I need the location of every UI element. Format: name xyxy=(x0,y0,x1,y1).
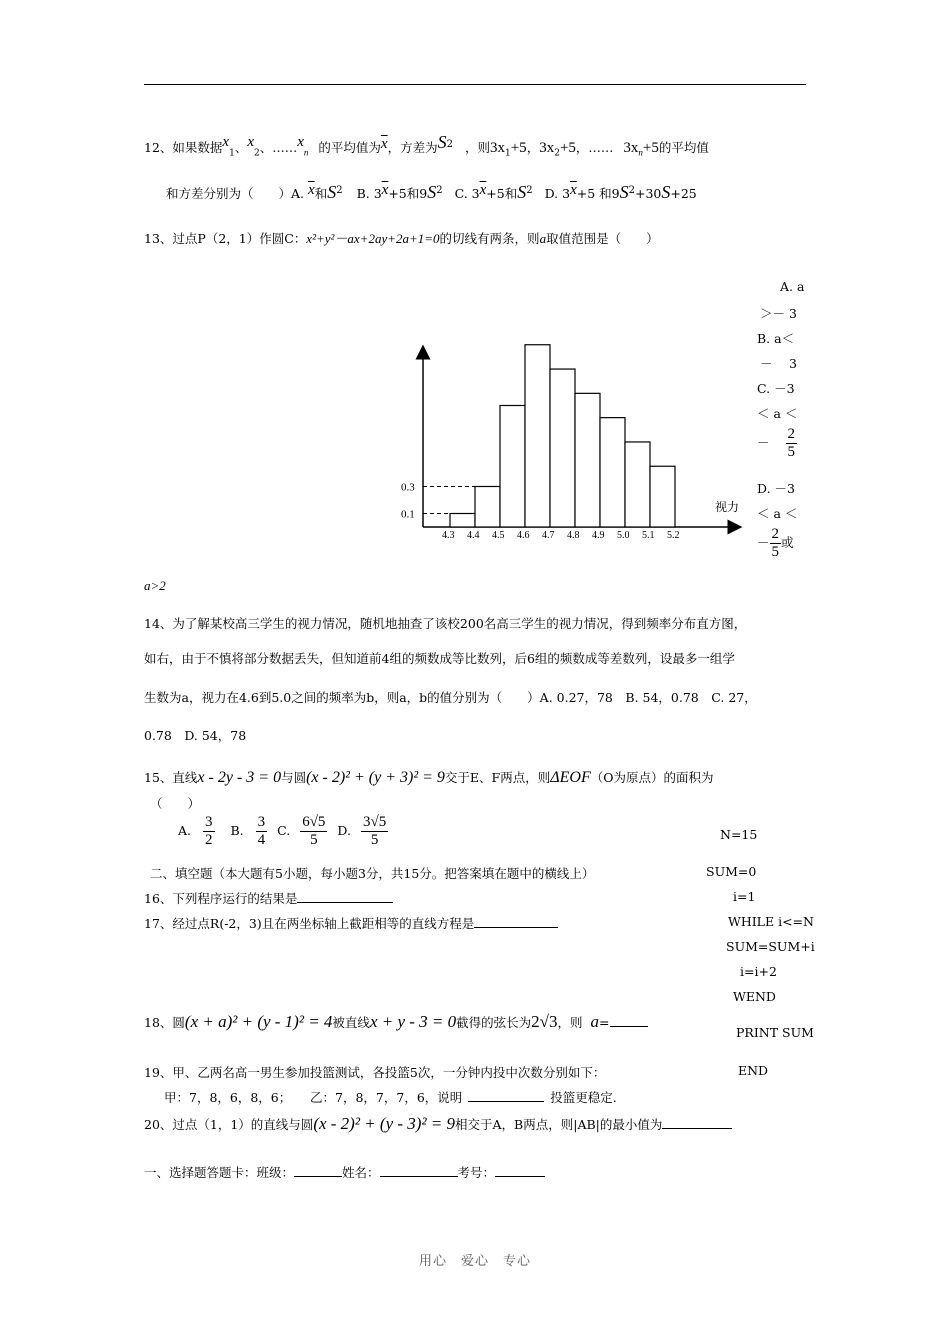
q12-opt-B-tail: +5和9 xyxy=(388,186,428,201)
q12-xbar: $\overline{x}$ xyxy=(380,136,388,152)
program-line-0: N=15 xyxy=(720,827,758,842)
x-tick-4.6: 4.6 xyxy=(517,530,530,541)
x-tick-4.7: 4.7 xyxy=(542,530,555,541)
bar-4.7 xyxy=(550,369,575,527)
footer: 用心 爱心 专心 xyxy=(418,1254,531,1269)
q13-eq: x²+y²－ax+2ay+2a+1=0 xyxy=(306,231,440,246)
q12-e3: 3x xyxy=(623,140,639,156)
q12-e2-sub: 2 xyxy=(554,148,560,159)
q12-opt-B-xbar: $\overline{x}$ xyxy=(381,182,389,198)
q12-opt-D-tail: +5 和9 xyxy=(576,186,620,201)
x-tick-5.1: 5.1 xyxy=(642,530,655,541)
bar-4.4 xyxy=(475,487,500,528)
q19-text-a: 甲：7，8，6，8，6； 乙：7，8，7，7，6，说明 xyxy=(164,1090,463,1105)
q13-opt-C2: ＜ a ＜ xyxy=(757,406,798,421)
q12-opt-D-tail2: +30 xyxy=(634,186,662,201)
q19-blank[interactable] xyxy=(468,1101,544,1102)
q16-blank[interactable] xyxy=(297,902,393,903)
q12-opt-B: B. 3 xyxy=(356,186,382,201)
q12-text-b: 的平均值为 xyxy=(318,140,381,155)
q18-text-d: ，则 xyxy=(557,1015,583,1030)
q15-eq2: (x - 2)² + (y + 3)² = 9 xyxy=(306,769,445,786)
q12-l2-S: S xyxy=(327,182,337,202)
frac-den: 5 xyxy=(771,544,780,560)
x-tick-4.5: 4.5 xyxy=(492,530,505,541)
q12-S: S xyxy=(437,132,447,152)
q12-xn: x xyxy=(297,134,304,150)
q12-e1-tail: +5 xyxy=(510,140,527,156)
frac-num: 3 xyxy=(257,814,266,830)
bar-4.5 xyxy=(500,406,525,528)
q12-opt-D-sq: 2 xyxy=(628,184,635,196)
q13-opt-D: D. －3 xyxy=(757,481,795,496)
q13-frac-d xyxy=(770,526,782,561)
q15-text-c: 交于E、F两点，则 xyxy=(444,770,551,785)
frac-num: 2 xyxy=(787,426,795,442)
bar-5.0 xyxy=(625,442,650,527)
histogram-chart xyxy=(395,340,755,550)
q17-text: 17、经过点R(-2，3)且在两坐标轴上截距相等的直线方程是 xyxy=(144,916,475,931)
q13-opt-D3 xyxy=(757,526,794,561)
q12-opt-D-end: +25 xyxy=(670,186,697,201)
q13-opt-C3 xyxy=(757,426,797,461)
q14-l4: 0.78 D. 54，78 xyxy=(144,728,247,743)
q12-e3-tail: +5 xyxy=(642,140,659,156)
q12-S-sq: 2 xyxy=(446,138,453,150)
q15-eq1: x - 2y - 3 = 0 xyxy=(197,769,282,786)
q18-var: a xyxy=(590,1012,600,1031)
q20-eq: (x - 2)² + (y - 3)² = 9 xyxy=(313,1114,456,1133)
q12-e2: 3x xyxy=(539,140,555,156)
x-tick-5.0: 5.0 xyxy=(617,530,630,541)
q15-frac-D xyxy=(361,814,388,849)
q15-opt-A: A. xyxy=(178,823,192,838)
q18-text-c: 截得的弦长为 xyxy=(456,1015,532,1030)
q14-l2: 如右，由于不慎将部分数据丢失，但知道前4组的频数成等比数列，后6组的频数成等差数列，设最多一组学 xyxy=(144,651,735,666)
q13-minus-c: － xyxy=(757,435,770,450)
program-line-8: END xyxy=(738,1063,769,1078)
y-tick-0.3: 0.3 xyxy=(401,481,415,494)
q19-text-b: 投篮更稳定. xyxy=(550,1090,617,1105)
q14-l1: 14、为了解某校高三学生的视力情况，随机地抽查了该校200名高三学生的视力情况，得到频率分布直方图， xyxy=(144,616,747,631)
q12-xn-sub: n xyxy=(303,147,309,158)
bar-4.3 xyxy=(450,514,475,528)
q12-l2-a: 和方差分别为（ ）A. xyxy=(166,186,305,201)
class-blank[interactable] xyxy=(294,1176,342,1177)
section2-heading: 二、填空题（本大题有5小题，每小题3分，共15分。把答案填在题中的横线上） xyxy=(150,866,595,881)
program-line-1: SUM=0 xyxy=(706,864,757,879)
x-axis-label: 视力 xyxy=(715,500,740,514)
q13-opt-A2: ＞－ 3 xyxy=(760,306,797,321)
q13-minus-d: － xyxy=(757,535,770,550)
q18-eq-sign: = xyxy=(599,1015,610,1030)
q12-l2-sq: 2 xyxy=(336,184,343,196)
x-tick-4.4: 4.4 xyxy=(467,530,480,541)
q15-opt-D: D. xyxy=(337,823,351,838)
q15-text-a: 15、直线 xyxy=(144,770,198,785)
q15-options xyxy=(178,814,388,849)
q17 xyxy=(144,914,558,932)
q12-opt-B-S: S xyxy=(427,182,437,202)
q13-tail2: 取值范围是（ ） xyxy=(546,231,659,246)
frac-num: 6√5 xyxy=(302,814,326,830)
q18-eq1: (x + a)² + (y - 1)² = 4 xyxy=(184,1012,333,1031)
q13-opt-B: B. a＜ xyxy=(757,331,795,346)
answer-card-id: 考号： xyxy=(457,1165,496,1180)
program-line-5: i=i+2 xyxy=(740,964,777,979)
frac-den: 5 xyxy=(310,832,318,848)
q12-ellipsis: ，…… xyxy=(575,140,614,155)
q13-stem xyxy=(144,228,659,247)
q15-stem xyxy=(144,768,713,787)
x-tick-4.8: 4.8 xyxy=(567,530,580,541)
q12-text-f: 的平均值 xyxy=(658,140,709,155)
bar-5.1 xyxy=(650,466,675,527)
q19-l2 xyxy=(164,1088,617,1106)
program-line-3: WHILE i<=N xyxy=(728,914,814,929)
q17-blank[interactable] xyxy=(474,927,558,928)
q13-var-a: a xyxy=(539,231,547,246)
q12-e1-sub: 1 xyxy=(504,148,511,159)
q13-frac-c xyxy=(786,426,798,461)
q12-line2 xyxy=(166,182,697,203)
x-ticks xyxy=(442,530,680,541)
q12-opt-C-sq: 2 xyxy=(526,184,533,196)
x-tick-4.3: 4.3 xyxy=(442,530,455,541)
q12-x2-sub: 2 xyxy=(254,148,260,159)
program-line-2: i=1 xyxy=(733,889,756,904)
q20-text-b: 相交于A，B两点，则|AB|的最小值为 xyxy=(455,1117,663,1132)
q12-opt-D: D. 3 xyxy=(544,186,571,201)
program-line-4: SUM=SUM+i xyxy=(726,939,815,954)
q19-l1: 19、甲、乙两名高一男生参加投篮测试，各投篮5次，一分钟内投中次数分别如下： xyxy=(144,1065,606,1080)
header-rule xyxy=(144,84,806,85)
x-tick-5.2: 5.2 xyxy=(667,530,680,541)
q15-paren: （ ） xyxy=(150,796,201,811)
q13-opt-C: C. －3 xyxy=(757,381,795,396)
q13-opt-B2: － 3 xyxy=(760,356,797,371)
q16-text: 16、下列程序运行的结果是 xyxy=(144,891,298,906)
q12-opt-B-sq: 2 xyxy=(436,184,443,196)
bar-4.8 xyxy=(575,393,600,527)
bars xyxy=(450,345,675,527)
frac-den: 5 xyxy=(370,832,379,848)
q12-x1-sub: 1 xyxy=(229,148,235,159)
frac-den: 2 xyxy=(205,832,213,848)
q12-opt-D-xbar: $\overline{x}$ xyxy=(570,182,577,198)
q13-text: 13、过点P（2，1）作圆C： xyxy=(144,231,307,246)
q16 xyxy=(144,889,393,907)
q12-text-d: ，则 xyxy=(464,140,490,155)
q18-eq2: x + y - 3 = 0 xyxy=(369,1012,457,1031)
q13-end: a>2 xyxy=(144,578,166,593)
q13-tail: 的切线有两条，则 xyxy=(439,231,540,246)
y-tick-0.1: 0.1 xyxy=(401,508,415,521)
q15-opt-B: B. xyxy=(230,823,244,838)
q20-blank[interactable] xyxy=(662,1128,732,1129)
q15-frac-C xyxy=(300,814,327,849)
q15-text-d: （O为原点）的面积为 xyxy=(590,770,714,785)
q13-opt-D2: ＜ a ＜ xyxy=(757,506,798,521)
frac-num: 2 xyxy=(771,526,780,542)
answer-card xyxy=(144,1163,545,1181)
q12-opt-C-S: S xyxy=(517,182,527,202)
q12-dots: 、…… xyxy=(259,140,298,155)
q12-opt-D-S: S xyxy=(619,182,629,202)
q12-opt-C: C. 3 xyxy=(454,186,480,201)
q14-l3: 生数为a，视力在4.6到5.0之间的频率为b，则a，b的值分别为（ ）A. 0.27，78 B. 54，0.78 C. 27， xyxy=(144,690,757,705)
frac-den: 4 xyxy=(257,832,266,848)
q15-frac-B xyxy=(256,814,268,849)
id-blank[interactable] xyxy=(495,1176,545,1177)
frac-den: 5 xyxy=(787,444,795,460)
q12-opt-D-S2: S xyxy=(661,182,671,202)
q18-text-b: 被直线 xyxy=(332,1015,370,1030)
name-blank[interactable] xyxy=(380,1176,458,1177)
q18-text-a: 18、圆 xyxy=(144,1015,185,1030)
frac-num: 3 xyxy=(205,814,213,830)
bar-4.9 xyxy=(600,418,625,527)
program-line-6: WEND xyxy=(733,989,776,1004)
q12-e2-tail: +5 xyxy=(559,140,576,156)
answer-card-name: 姓名： xyxy=(342,1165,380,1180)
q13-opt-A: A. a xyxy=(780,279,805,294)
q12-e3-sub: n xyxy=(638,147,643,158)
q12-text-c: ，方差为 xyxy=(387,140,438,155)
q15-opt-C: C. xyxy=(277,823,291,838)
q12-x2: x xyxy=(247,134,254,150)
q15-text-b: 与圆 xyxy=(281,770,307,785)
q12-opt-C-xbar: $\overline{x}$ xyxy=(479,182,487,198)
q18-blank[interactable] xyxy=(610,1026,648,1027)
q12-line1: 12、如果数据$x_1$、$x_2$、$\dots\dots x_n$ 的平均值为$\overline{x}$，方差为$S^2$ ，则$3x_1+5$，$3x_2+5$，…… $3x_n+5$的平均值 xyxy=(144,132,709,159)
q12-l2-and: 和 xyxy=(314,186,328,201)
q13-or: 或 xyxy=(781,535,794,550)
q12-l2-xbar: $\overline{x}$ xyxy=(308,182,315,198)
q18-len: 2√3 xyxy=(531,1012,558,1031)
q20-text-a: 20、过点（1，1）的直线与圆 xyxy=(144,1117,314,1132)
answer-card-class: 一、选择题答题卡：班级： xyxy=(144,1165,295,1180)
bar-4.6 xyxy=(525,345,550,527)
frac-num: 3√5 xyxy=(362,814,387,830)
q15-frac-A xyxy=(203,814,215,849)
program-line-7: PRINT SUM xyxy=(736,1025,814,1040)
q12-opt-C-tail: +5和 xyxy=(486,186,518,201)
x-tick-4.9: 4.9 xyxy=(592,530,605,541)
q12-text-a: 12、如果数据 xyxy=(144,140,223,155)
q15-tri: ΔEOF xyxy=(550,769,591,786)
q12-x1: x xyxy=(222,134,230,150)
q12-e1: 3x xyxy=(489,140,505,156)
q18 xyxy=(144,1012,648,1032)
q20 xyxy=(144,1114,732,1134)
